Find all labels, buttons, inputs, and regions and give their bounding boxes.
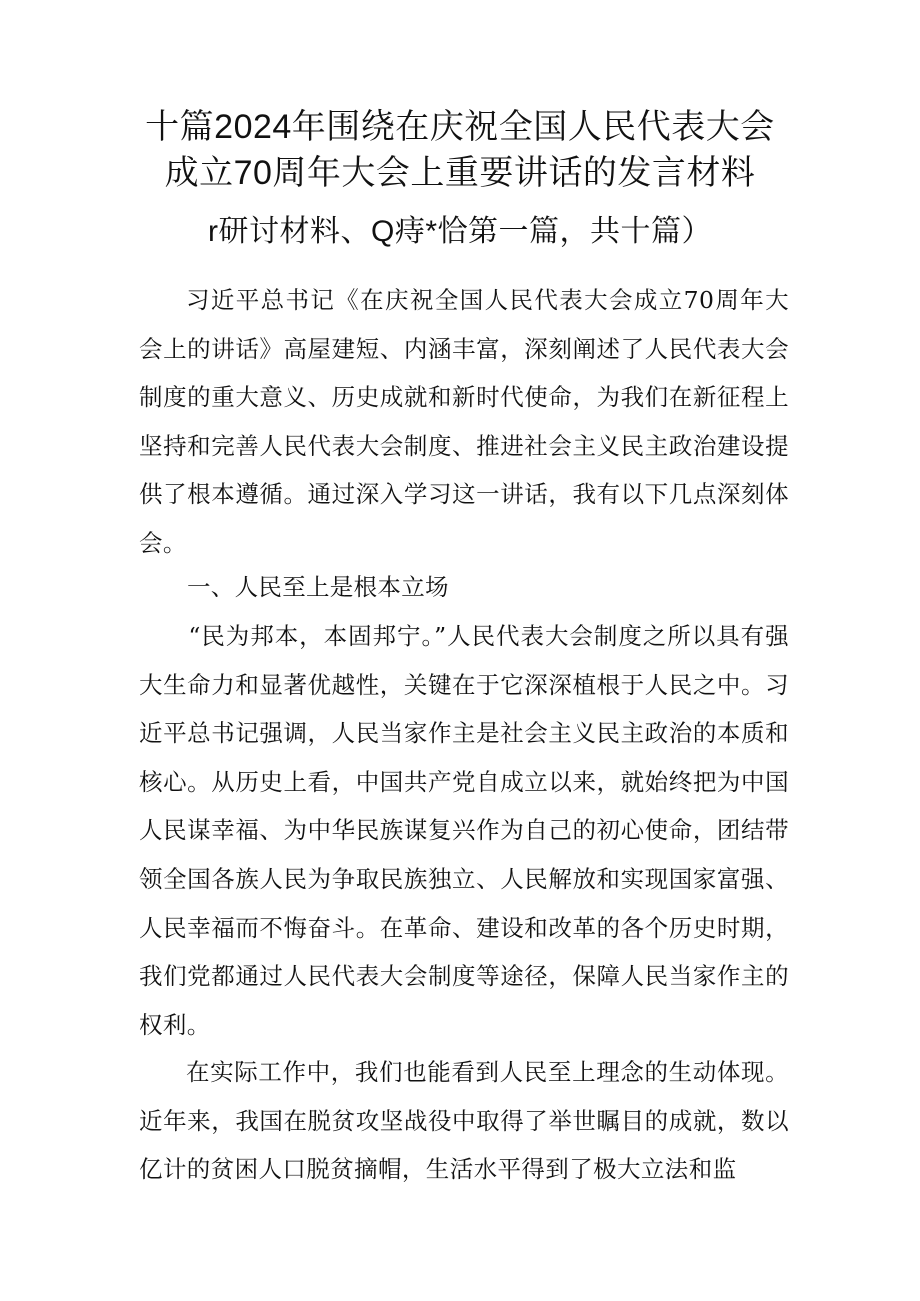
paragraph-intro <box>139 276 789 568</box>
section-heading-1: 一、人民至上是根本立场 <box>187 574 449 600</box>
title-line-2: 成立70周年大会上重要讲话的发言材料 <box>164 154 756 192</box>
paragraph-text: 习近平总书记《在庆祝全国人民代表大会成立70周年大会上的讲话》高屋建短、内涵丰富，深刻阐述了人民代表大会制度的重大意义、历史成就和新时代使命，为我们在新征程上坚持和完善人民代表大会制度、推进社会主义民主政治建设提供了根本遵循。通过深入学习这一讲话，我有以下几点深刻体会。 <box>139 286 789 557</box>
document-subtitle: r研讨材料、Q痔*恰第一篇，共十篇） <box>208 215 712 248</box>
paragraph-section-1 <box>139 612 789 1049</box>
paragraph-practice <box>139 1048 789 1194</box>
paragraph-text: 在实际工作中，我们也能看到人民至上理念的生动体现。近年来，我国在脱贫攻坚战役中取得了举世瞩目的成就，数以亿计的贫困人口脱贫摘帽，生活水平得到了极大立法和监 <box>139 1058 789 1184</box>
title-line-1: 十篇2024年围绕在庆祝全国人民代表大会 <box>145 108 775 146</box>
document-title-block <box>100 104 820 252</box>
paragraph-text: “民为邦本，本固邦宁。”人民代表大会制度之所以具有强大生命力和显著优越性，关键在于它深深植根于人民之中。习近平总书记强调，人民当家作主是社会主义民主政治的本质和核心。从历史上看，中国共产党自成立以来，就始终把为中国人民谋幸福、为中华民族谋复兴作为自己的初心使命，团结带领全国各族人民为争取民族独立、人民解放和实现国家富强、人民幸福而不悔奋斗。在革命、建设和改革的各个历史时期，我们党都通过人民代表大会制度等途径，保障人民当家作主的权利。 <box>139 622 789 1039</box>
